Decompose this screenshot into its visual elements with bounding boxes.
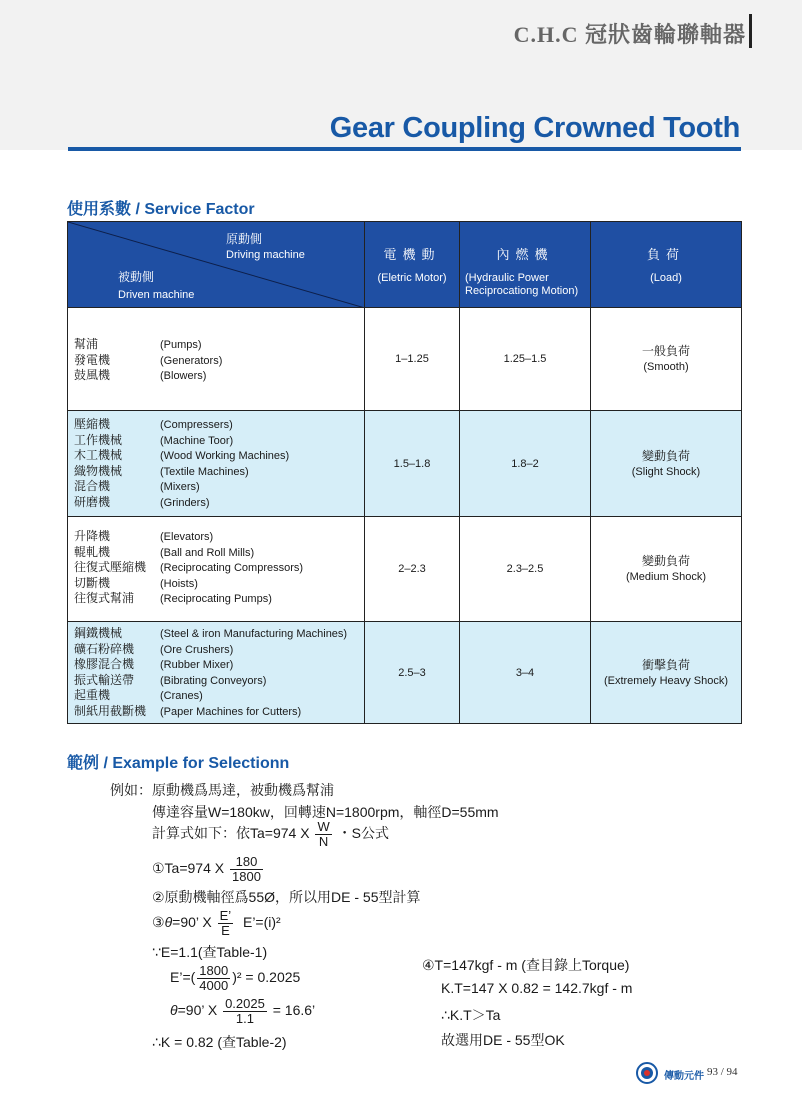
col-header-combustion [460, 222, 591, 308]
fraction [223, 997, 267, 1026]
col-header-electric-en: (Eletric Motor) [377, 272, 447, 284]
machine-zh: 織物機械 [74, 463, 123, 478]
result-line-2: K.T=147 X 0.82 = 142.7kgf - m [441, 980, 633, 996]
machine-zh: 發電機 [74, 352, 111, 367]
machine-en: (Bibrating Conveyors) [160, 674, 267, 687]
diagonal-line [68, 222, 365, 308]
machine-en: (Compressers) [160, 419, 233, 431]
machine-en: (Textile Machines) [160, 465, 249, 478]
electric-value: 1.5–1.8 [365, 411, 460, 517]
machine-en: (Machine Toor) [160, 434, 234, 447]
fraction-numerator: 0.2025 [225, 996, 265, 1011]
fraction-numerator: 1800 [199, 963, 229, 978]
load-en: (Extremely Heavy Shock) [603, 674, 729, 687]
brand-divider [749, 14, 752, 48]
machine-zh: 鼓風機 [74, 368, 111, 382]
machine-zh: 混合機 [74, 479, 111, 493]
fraction [230, 855, 263, 884]
electric-value: 2.5–3 [365, 622, 460, 724]
result-line-3: ∴K.T＞Ta [441, 1007, 501, 1023]
machine-zh: 往復式壓縮機 [74, 560, 147, 574]
fraction [197, 964, 230, 993]
fraction [315, 820, 331, 849]
step-6-prefix: =90’ X [177, 1002, 218, 1019]
load-zh: 變動負荷 [641, 448, 690, 463]
load-cell [591, 411, 742, 517]
driven-label-zh: 被動側 [118, 270, 155, 284]
fraction-denominator: E [221, 923, 230, 938]
load-cell [591, 308, 742, 411]
machine-en: (Reciprocating Compressors) [160, 562, 304, 574]
table-row [68, 517, 742, 622]
machine-zh: 礦石粉碎機 [74, 641, 135, 656]
step-3 [152, 909, 281, 938]
step-6 [170, 997, 315, 1026]
step-3-marker: ③ [152, 914, 165, 931]
machine-zh: 往復式幫浦 [74, 591, 135, 605]
brand-title: C.H.C 冠狀齒輪聯軸器 [513, 22, 746, 47]
fraction-denominator: 1.1 [235, 1011, 254, 1026]
load-cell [591, 622, 742, 724]
theta-symbol: θ [164, 914, 173, 931]
page-number: 93 / 94 [707, 1066, 738, 1078]
formula-suffix: ・S公式 [337, 825, 389, 842]
machine-en: (Rubber Mixer) [160, 659, 234, 671]
machine-en: (Reciprocating Pumps) [160, 593, 272, 605]
machine-zh: 橡膠混合機 [74, 657, 135, 671]
fraction-numerator: 180 [230, 855, 263, 870]
machine-zh: 切斷機 [74, 575, 111, 590]
fraction-numerator: W [317, 819, 330, 834]
fraction-denominator: N [318, 834, 329, 849]
machine-zh: 鋼鐵機械 [74, 626, 123, 640]
machine-en: (Grinders) [160, 496, 210, 509]
col-header-load-en: (Load) [650, 272, 682, 284]
machine-en: (Hoists) [160, 577, 198, 590]
table-row [68, 622, 742, 724]
machine-en: (Cranes) [160, 690, 203, 702]
step-1 [152, 855, 265, 884]
machine-en: (Mixers) [160, 481, 200, 493]
header-diagonal-cell [68, 222, 365, 308]
machine-zh: 振式輸送帶 [74, 672, 135, 687]
result-line-4: 故選用DE - 55型OK [441, 1032, 565, 1048]
load-zh: 衝擊負荷 [641, 657, 690, 672]
combustion-value: 1.8–2 [460, 411, 591, 517]
machine-zh: 研磨機 [74, 494, 111, 509]
fraction-denominator: 4000 [199, 978, 229, 993]
table-row [68, 411, 742, 517]
machine-list-cell [68, 622, 365, 724]
example-line-3 [152, 820, 389, 849]
formula-prefix: 計算式如下：依Ta=974 X [152, 825, 310, 842]
col-header-load [591, 222, 742, 308]
example-line-1: 例如：原動機爲馬達，被動機爲幫浦 [110, 782, 334, 798]
step-5-prefix: E’=( [170, 969, 196, 986]
load-en: (Smooth) [643, 361, 689, 373]
page-title: Gear Coupling Crowned Tooth [329, 112, 740, 144]
step-7: ∴K = 0.82 (查Table-2) [152, 1034, 287, 1050]
table-row [68, 308, 742, 411]
fraction-numerator: E’ [219, 908, 232, 923]
machine-list-cell [68, 411, 365, 517]
load-cell [591, 517, 742, 622]
service-factor-table [67, 221, 742, 724]
step-2: ②原動機軸徑爲55Ø，所以用DE - 55型計算 [152, 889, 421, 905]
machine-zh: 幫浦 [74, 337, 99, 351]
col-header-combustion-en: (Hydraulic Power Reciprocationg Motion) [465, 272, 579, 297]
combustion-value: 2.3–2.5 [460, 517, 591, 622]
step-1-prefix: ①Ta=974 X [152, 860, 225, 877]
step-5-suffix: )² = 0.2025 [232, 969, 301, 986]
combustion-value: 1.25–1.5 [460, 308, 591, 411]
driven-label-en: Driven machine [118, 289, 195, 301]
fraction [218, 909, 234, 938]
load-en: (Medium Shock) [625, 571, 707, 583]
driving-label-zh: 原動側 [226, 232, 263, 246]
machine-en: (Elevators) [160, 531, 214, 543]
machine-zh: 制紙用截斷機 [74, 703, 147, 718]
machine-zh: 起重機 [74, 688, 111, 702]
title-rule [68, 147, 741, 151]
load-zh: 變動負荷 [641, 554, 690, 568]
machine-en: (Generators) [160, 354, 223, 367]
col-header-load-zh: 負荷 [646, 247, 685, 262]
machine-zh: 工作機械 [74, 432, 123, 447]
electric-value: 2–2.3 [365, 517, 460, 622]
machine-zh: 木工機械 [74, 448, 123, 462]
combustion-value: 3–4 [460, 622, 591, 724]
machine-en: (Pumps) [160, 339, 202, 351]
load-en: (Slight Shock) [631, 465, 701, 478]
table-header-row [68, 222, 742, 308]
col-header-combustion-zh: 內燃機 [496, 247, 554, 262]
machine-zh: 升降機 [74, 529, 111, 543]
footer-label: 傳動元件 [664, 1071, 704, 1082]
company-logo-icon [636, 1062, 658, 1084]
machine-en: (Paper Machines for Cutters) [160, 705, 302, 718]
driving-label-en: Driving machine [226, 249, 305, 261]
example-heading: 範例 / Example for Selectionn [67, 755, 290, 772]
example-line-2: 傳達容量W=180kw，回轉速N=1800rpm，軸徑D=55mm [152, 804, 499, 820]
machine-list-cell [68, 308, 365, 411]
fraction-denominator: 1800 [232, 869, 261, 884]
machine-en: (Ball and Roll Mills) [160, 546, 255, 559]
service-factor-heading: 使用系數 / Service Factor [67, 201, 255, 218]
machine-en: (Blowers) [160, 370, 207, 382]
electric-value: 1–1.25 [365, 308, 460, 411]
step-4: ∵E=1.1(查Table-1) [152, 944, 268, 960]
col-header-electric-zh: 電機動 [383, 247, 441, 262]
step-3-suffix: E’=(i)² [242, 914, 281, 931]
step-5 [170, 964, 300, 993]
machine-en: (Steel & iron Manufacturing Machines) [160, 628, 348, 640]
result-line-1: ④T=147kgf - m (查目錄上Torque) [422, 957, 630, 973]
machine-zh: 壓縮機 [74, 417, 111, 431]
machine-zh: 輥軋機 [74, 544, 111, 559]
machine-en: (Wood Working Machines) [160, 450, 290, 462]
machine-en: (Ore Crushers) [160, 643, 234, 656]
load-zh: 一般負荷 [641, 344, 690, 358]
step-3-mid: =90’ X [172, 914, 212, 931]
machine-list-cell [68, 517, 365, 622]
step-6-suffix: = 16.6’ [272, 1002, 316, 1019]
col-header-electric [365, 222, 460, 308]
theta-symbol: θ [170, 1002, 178, 1019]
